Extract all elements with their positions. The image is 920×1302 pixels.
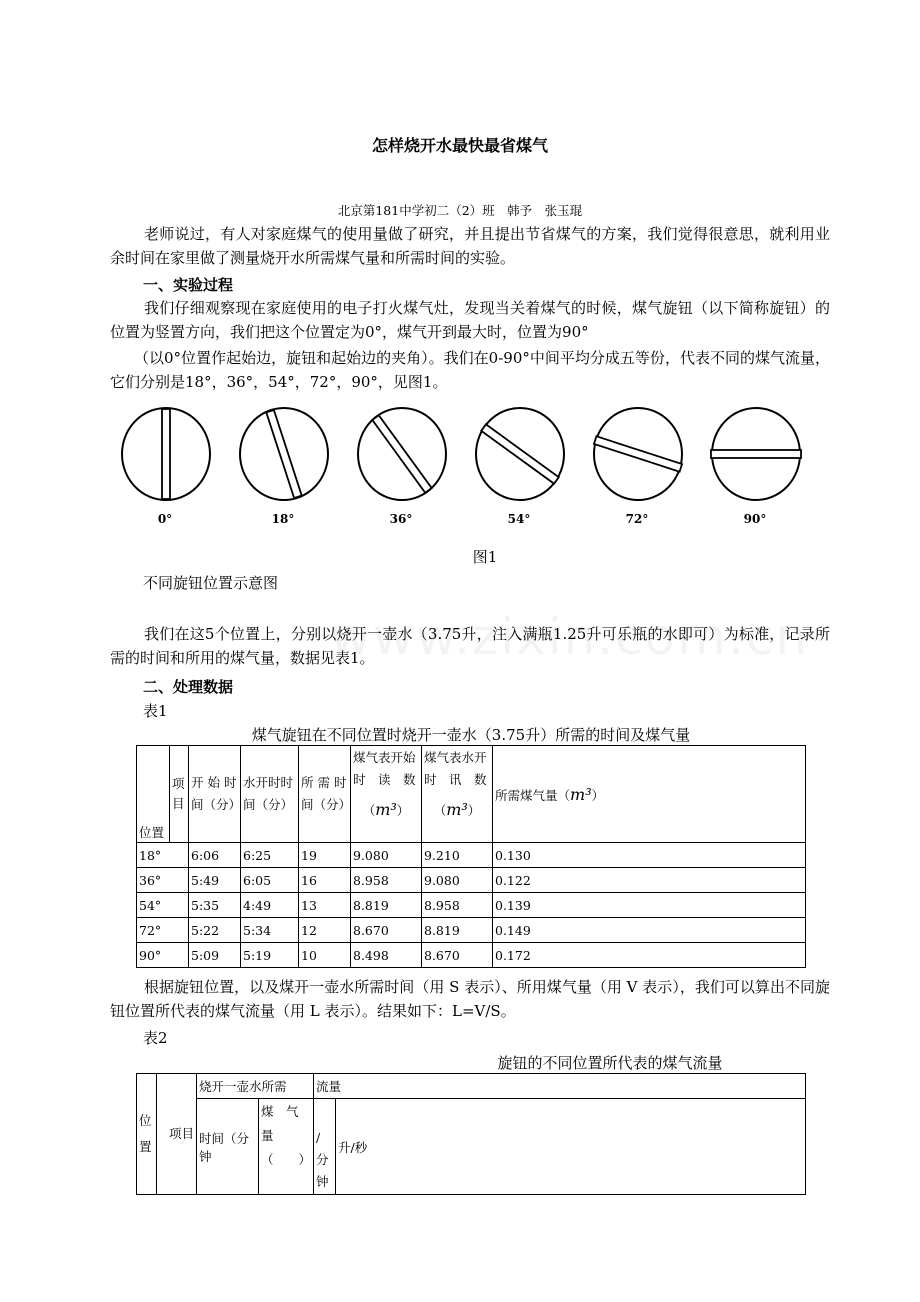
table-cell: 10	[299, 943, 351, 968]
table2-label: 表2	[143, 1029, 168, 1047]
table-cell: 9.080	[422, 868, 493, 893]
table-cell: 8.958	[422, 893, 493, 918]
table-cell: 0.139	[493, 893, 806, 918]
paragraph-3: 我们在这5个位置上，分别以烧开一壶水（3.75升，注入满瓶1.25升可乐瓶的水即可）为标准，记录所需的时间和所用的煤气量，数据见表1。	[110, 625, 830, 667]
table-row	[137, 918, 806, 943]
table-row	[137, 893, 806, 918]
table2-caption: 旋钮的不同位置所代表的煤气流量	[497, 1054, 723, 1072]
table-cell: 12	[299, 918, 351, 943]
unit-m3: m³	[375, 800, 397, 819]
corner-item-label: 项目	[170, 746, 189, 843]
knob-angle-label: 18°	[271, 512, 295, 526]
table-cell: 19	[299, 843, 351, 868]
table-cell: 5:35	[189, 893, 241, 918]
table-cell: 0.149	[493, 918, 806, 943]
table-cell: 13	[299, 893, 351, 918]
section-heading-2: 二、处理数据	[143, 678, 234, 696]
table-cell: 72°	[137, 918, 189, 943]
table-cell: 9.210	[422, 843, 493, 868]
table-cell: 0.122	[493, 868, 806, 893]
knob-icon	[356, 406, 448, 502]
table2-lps-header: 升/秒	[336, 1099, 806, 1195]
figure-caption: 图1	[472, 548, 498, 566]
table-cell: 8.670	[422, 943, 493, 968]
table1-label: 表1	[143, 702, 168, 720]
table-cell: 5:22	[189, 918, 241, 943]
header-needed-time: 所 需 时间（分）	[299, 746, 351, 843]
unit-m3: m³	[570, 784, 592, 804]
knob-angle-label: 36°	[389, 512, 413, 526]
table-cell: 6:05	[241, 868, 299, 893]
table-cell: 0.172	[493, 943, 806, 968]
header-meter-start: 煤气表开始时 读 数 （m³）	[351, 746, 422, 843]
table-cell: 90°	[137, 943, 189, 968]
table-cell: 9.080	[351, 843, 422, 868]
knob-diagram	[464, 404, 574, 536]
header-meter-end: 煤气表水开时 讯 数 （m³）	[422, 746, 493, 843]
table-row	[137, 868, 806, 893]
intro-paragraph: 老师说过，有人对家庭煤气的使用量做了研究，并且提出节省煤气的方案，我们觉得很意思，就利用业余时间在家里做了测量烧开水所需煤气量和所需时间的实验。	[110, 225, 830, 267]
table1-header-row	[137, 746, 806, 843]
table-cell: 6:25	[241, 843, 299, 868]
knob-angle-label: 0°	[157, 512, 173, 526]
knob-diagram	[700, 404, 810, 536]
knob-figure	[110, 404, 830, 536]
paragraph-1: 我们仔细观察现在家庭使用的电子打火煤气灶，发现当关着煤气的时候，煤气旋钮（以下简称旋钮）的位置为竖置方向，我们把这个位置定为0°，煤气开到最大时，位置为90°	[110, 299, 830, 341]
knob-diagram	[228, 404, 338, 536]
knob-angle-label: 54°	[507, 512, 531, 526]
knob-bar	[372, 415, 431, 493]
knob-icon	[238, 406, 330, 502]
table2-per-minute-header: / 分钟	[314, 1099, 336, 1195]
knob-bar	[594, 436, 682, 471]
knob-diagram	[582, 404, 692, 536]
table-cell: 5:09	[189, 943, 241, 968]
knob-icon	[592, 406, 684, 502]
table-row	[137, 843, 806, 868]
knob-bar	[266, 410, 301, 498]
table-cell: 36°	[137, 868, 189, 893]
knob-icon	[710, 406, 802, 502]
table-cell: 8.498	[351, 943, 422, 968]
table2-position-header: 位置	[137, 1074, 157, 1195]
knob-icon	[474, 406, 566, 502]
table2-group-flow: 流量	[314, 1074, 806, 1099]
table-cell: 5:19	[241, 943, 299, 968]
table-cell: 5:49	[189, 868, 241, 893]
table2-time-header: 时间（分钟	[197, 1099, 259, 1195]
knob-bar	[481, 424, 559, 483]
unit-m3: m³	[446, 800, 468, 819]
table-cell: 0.130	[493, 843, 806, 868]
table-cell: 8.819	[351, 893, 422, 918]
paragraph-2: （以0°位置作起始边，旋钮和起始边的夹角）。我们在0-90°中间平均分成五等份，代表不同的煤气流量，它们分别是18°，36°，54°，72°，90°，见图1。	[110, 349, 830, 391]
table-cell: 4:49	[241, 893, 299, 918]
knob-diagram	[110, 404, 220, 536]
table2-item-header: 项目	[157, 1074, 197, 1195]
table-cell: 8.958	[351, 868, 422, 893]
table-cell: 6:06	[189, 843, 241, 868]
table-2	[136, 1073, 806, 1195]
table1-caption: 煤气旋钮在不同位置时烧开一壶水（3.75升）所需的时间及煤气量	[251, 726, 691, 744]
header-gas-needed: 所需煤气量（m³）	[493, 746, 806, 843]
corner-position-label: 位置	[137, 746, 170, 843]
table-cell: 8.670	[351, 918, 422, 943]
table-cell: 5:34	[241, 918, 299, 943]
knob-angle-label: 90°	[743, 512, 767, 526]
table-1	[136, 745, 806, 968]
knob-bar	[711, 450, 801, 458]
author-line: 北京第181中学初二（2）班 韩予 张玉琨	[337, 203, 583, 218]
document-title: 怎样烧开水最快最省煤气	[371, 136, 548, 155]
figure-description: 不同旋钮位置示意图	[143, 574, 279, 592]
section-heading-1: 一、实验过程	[143, 276, 234, 294]
table2-subheader-row	[137, 1099, 806, 1195]
table-cell: 8.819	[422, 918, 493, 943]
table-cell: 54°	[137, 893, 189, 918]
table2-gas-header: 煤 气 量 （ ）	[259, 1099, 314, 1195]
header-boil-time: 水开时时间（分）	[241, 746, 299, 843]
paragraph-4: 根据旋钮位置，以及煤开一壶水所需时间（用 S 表示）、所用煤气量（用 V 表示），我们可以算出不同旋钮位置所代表的煤气流量（用 L 表示）。结果如下：L=V/S。	[110, 978, 830, 1020]
header-start-time: 开 始 时间（分）	[189, 746, 241, 843]
knob-bar	[162, 409, 170, 499]
table2-group-boil: 烧开一壶水所需	[197, 1074, 314, 1099]
knob-diagram	[346, 404, 456, 536]
knob-icon	[120, 406, 212, 502]
knob-angle-label: 72°	[625, 512, 649, 526]
table-cell: 18°	[137, 843, 189, 868]
table2-group-row	[137, 1074, 806, 1099]
table-cell: 16	[299, 868, 351, 893]
table-row	[137, 943, 806, 968]
